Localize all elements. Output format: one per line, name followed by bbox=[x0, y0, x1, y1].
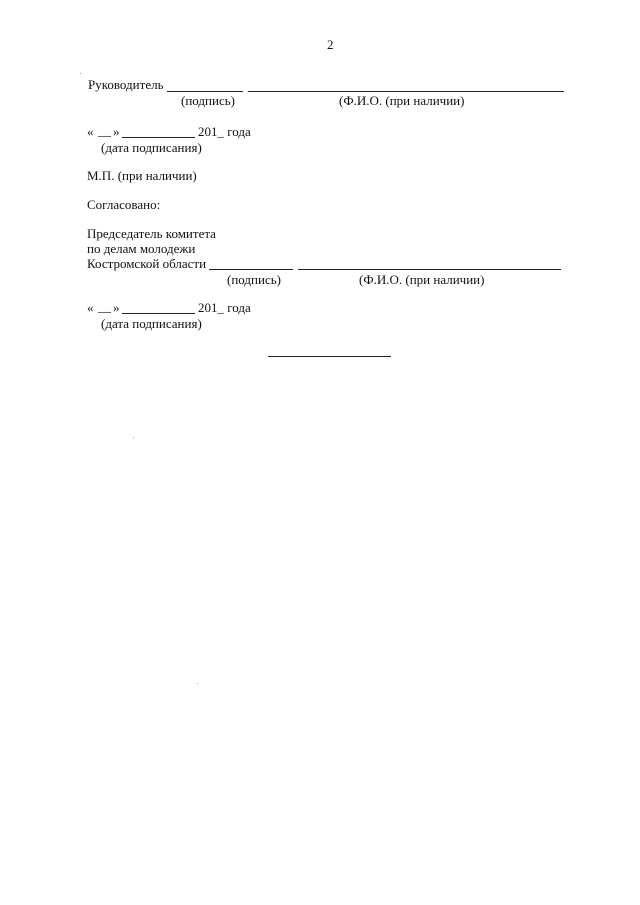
scan-speck bbox=[133, 437, 134, 438]
date-quote-close: » bbox=[113, 124, 120, 139]
date-caption: (дата подписания) bbox=[101, 140, 202, 155]
agreed-label: Согласовано: bbox=[87, 197, 161, 212]
scan-speck bbox=[80, 73, 81, 74]
date-month-line bbox=[122, 313, 195, 314]
page-number: 2 bbox=[327, 37, 334, 52]
chairman-signature-line bbox=[209, 269, 293, 270]
head-label: Руководитель bbox=[88, 77, 164, 92]
date-quote-close: » bbox=[113, 300, 120, 315]
head-signature-line bbox=[167, 91, 243, 92]
head-fio-caption: (Ф.И.О. (при наличии) bbox=[339, 93, 465, 108]
closing-rule bbox=[268, 356, 391, 357]
date-day-blank: __ bbox=[98, 123, 111, 138]
chairman-title-line1: Председатель комитета bbox=[87, 226, 216, 241]
date-day-blank: __ bbox=[98, 299, 111, 314]
chairman-title-line2: по делам молодежи bbox=[87, 241, 196, 256]
head-fio-line bbox=[248, 91, 564, 92]
stamp-note: М.П. (при наличии) bbox=[87, 168, 197, 183]
chairman-fio-caption: (Ф.И.О. (при наличии) bbox=[359, 272, 485, 287]
chairman-signature-caption: (подпись) bbox=[227, 272, 281, 287]
date-quote-open: « bbox=[87, 124, 94, 139]
date-year: 201_ года bbox=[198, 300, 251, 315]
head-signature-caption: (подпись) bbox=[181, 93, 235, 108]
chairman-title-line3: Костромской области bbox=[87, 256, 207, 271]
chairman-fio-line bbox=[298, 269, 561, 270]
scan-speck bbox=[197, 683, 198, 684]
date-caption: (дата подписания) bbox=[101, 316, 202, 331]
date-quote-open: « bbox=[87, 300, 94, 315]
date-month-line bbox=[122, 137, 195, 138]
date-year: 201_ года bbox=[198, 124, 251, 139]
